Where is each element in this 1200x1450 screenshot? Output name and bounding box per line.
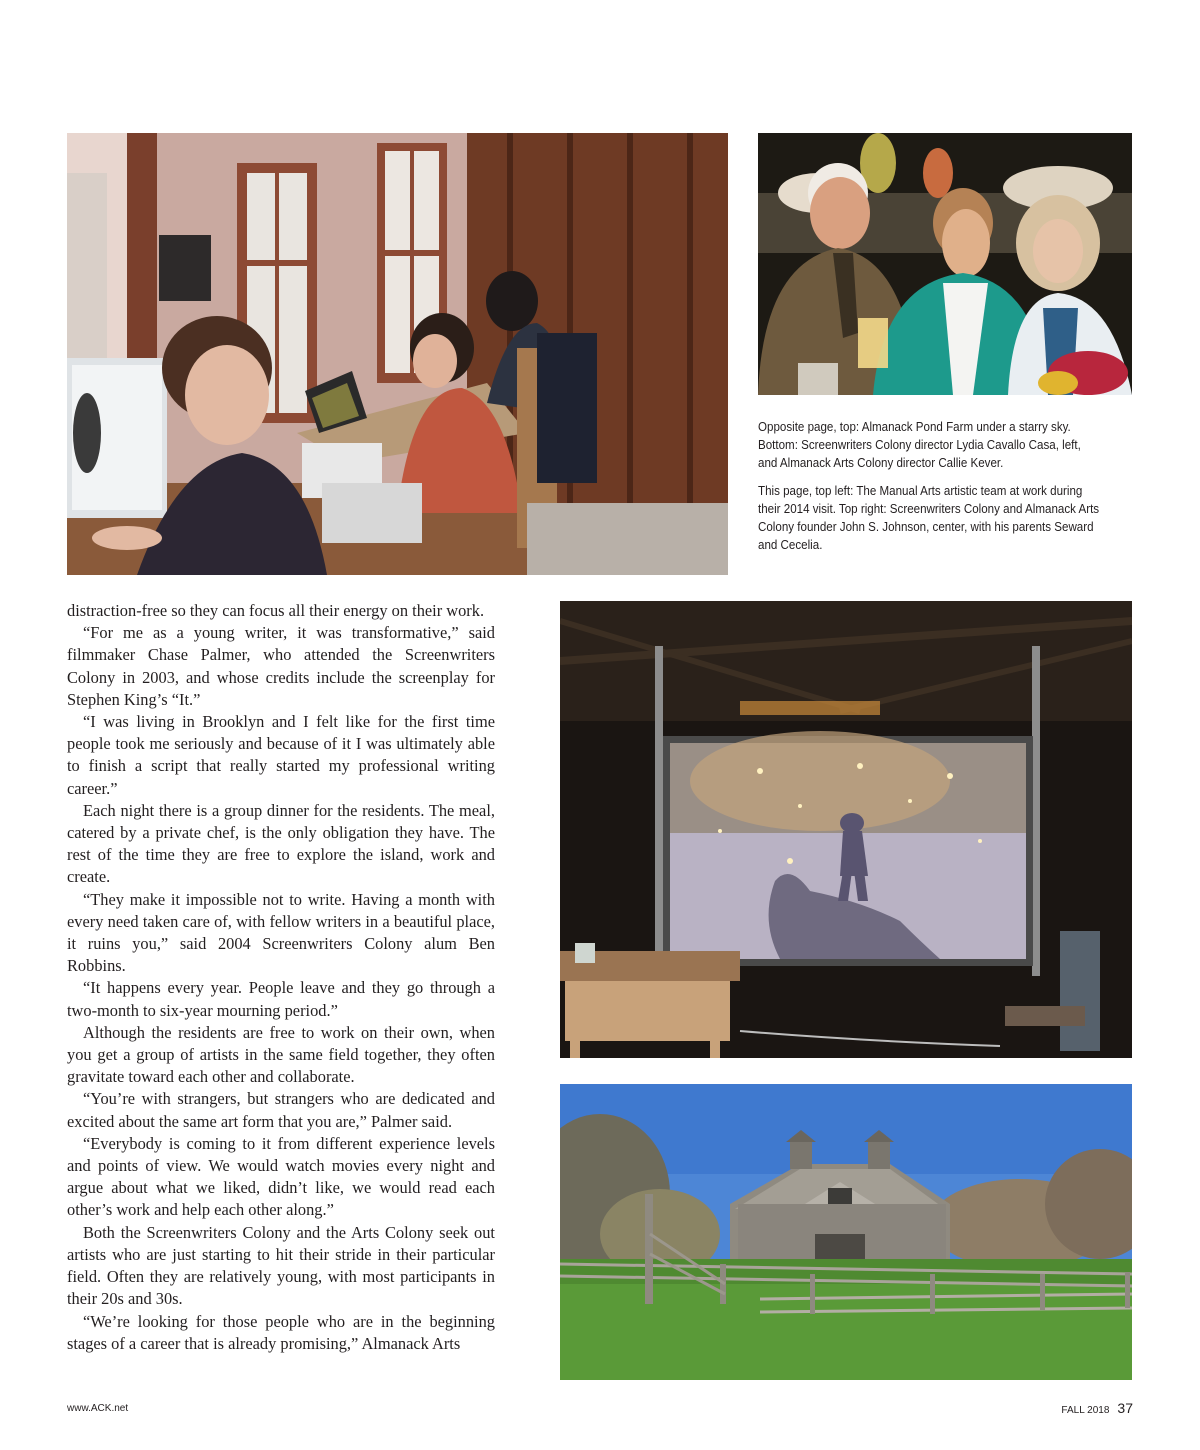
article-paragraph: “For me as a young writer, it was transformative,” said filmmaker Chase Palmer, who attended the Screenwriters Colony in 2003, and whose credits include the screenplay for Stephen King’s “It.” (67, 623, 495, 709)
footer-folio (1061, 1400, 1133, 1416)
caption-this-page: This page, top left: The Manual Arts artistic team at work during their 2014 visit. Top right: Screenwriters Colony and Almanack Arts Colony founder John S. Johnson, center, with his parents Seward and Cecelia. (758, 484, 1100, 552)
article-paragraph: Each night there is a group dinner for the residents. The meal, catered by a private chef, is the only obligation they have. The rest of the time they are free to explore the island, work and create. (67, 800, 495, 887)
page-number: 37 (1117, 1400, 1133, 1416)
article-paragraph: distraction-free so they can focus all their energy on their work. (67, 601, 485, 620)
photo-founder-with-parents (758, 133, 1132, 395)
article-paragraph: “I was living in Brooklyn and I felt like for the first time people took me seriously and because of it I was ultimately able to finish a script that really started my professional writing career.” (67, 712, 495, 798)
article-paragraph: “It happens every year. People leave and they go through a two-month to six-year mourning period.” (67, 978, 495, 1020)
photo-captions (758, 418, 1102, 564)
caption-opposite-page: Opposite page, top: Almanack Pond Farm under a starry sky. Bottom: Screenwriters Colony director Lydia Cavallo Casa, left, and Almanack Arts Colony director Callie Kever. (758, 420, 1081, 470)
photo-barn-exterior (560, 1084, 1132, 1380)
article-paragraph: “You’re with strangers, but strangers who are dedicated and excited about the same art form that you are,” Palmer said. (67, 1089, 495, 1131)
article-paragraph: Both the Screenwriters Colony and the Arts Colony seek out artists who are just starting to hit their stride in their particular field. Often they are relatively young, with most participants in their 20s and 30s. (67, 1222, 495, 1309)
article-paragraph: “Everybody is coming to it from different experience levels and points of view. We would watch movies every night and argue about what we liked, didn’t like, we would read each other’s work and help each other along.” (67, 1133, 495, 1220)
article-paragraph: Although the residents are free to work on their own, when you get a group of artists in the same field together, they often gravitate toward each other and collaborate. (67, 1022, 495, 1087)
footer-issue: FALL 2018 (1061, 1405, 1110, 1416)
article-paragraph: “We’re looking for those people who are in the beginning stages of a career that is already promising,” Almanack Arts (67, 1311, 495, 1353)
footer-website[interactable]: www.ACK.net (67, 1403, 129, 1414)
photo-writers-at-work (67, 133, 728, 575)
photo-barn-projection-screen (560, 601, 1132, 1058)
article-paragraph: “They make it impossible not to write. Having a month with every need taken care of, with fellow writers in a beautiful place, it ruins you,” said 2004 Screenwriters Colony alum Ben Robbins. (67, 889, 495, 976)
article-body (67, 600, 495, 1355)
